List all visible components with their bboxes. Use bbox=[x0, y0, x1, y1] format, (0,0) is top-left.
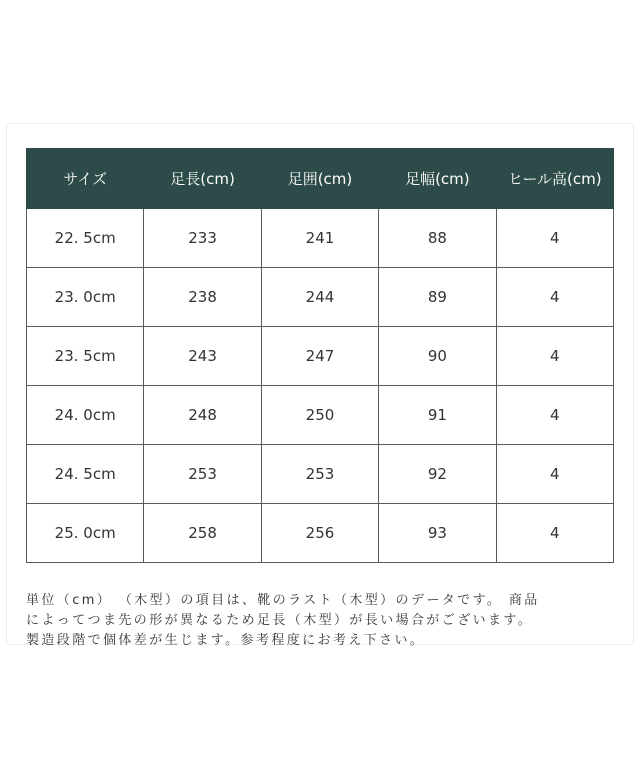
header-size: サイズ bbox=[27, 149, 144, 209]
table-row bbox=[27, 504, 614, 563]
cell-foot-length: 248 bbox=[144, 386, 261, 445]
cell-heel-height: 4 bbox=[496, 327, 613, 386]
cell-foot-width: 93 bbox=[379, 504, 496, 563]
cell-foot-width: 89 bbox=[379, 268, 496, 327]
cell-foot-width: 91 bbox=[379, 386, 496, 445]
cell-foot-girth: 253 bbox=[261, 445, 378, 504]
cell-heel-height: 4 bbox=[496, 445, 613, 504]
cell-size: 22. 5cm bbox=[27, 209, 144, 268]
header-foot-length: 足長(cm) bbox=[144, 149, 261, 209]
cell-foot-length: 243 bbox=[144, 327, 261, 386]
table-row bbox=[27, 268, 614, 327]
header-foot-girth: 足囲(cm) bbox=[261, 149, 378, 209]
cell-heel-height: 4 bbox=[496, 386, 613, 445]
cell-foot-width: 90 bbox=[379, 327, 496, 386]
cell-foot-length: 233 bbox=[144, 209, 261, 268]
cell-foot-girth: 247 bbox=[261, 327, 378, 386]
cell-foot-length: 253 bbox=[144, 445, 261, 504]
table-row bbox=[27, 386, 614, 445]
cell-size: 25. 0cm bbox=[27, 504, 144, 563]
cell-heel-height: 4 bbox=[496, 268, 613, 327]
header-heel-height: ヒール高(cm) bbox=[496, 149, 613, 209]
cell-size: 24. 5cm bbox=[27, 445, 144, 504]
note-line: によってつま先の形が異なるため足長（木型）が長い場合がございます。 bbox=[26, 613, 534, 628]
table-row bbox=[27, 445, 614, 504]
cell-size: 23. 5cm bbox=[27, 327, 144, 386]
cell-foot-girth: 250 bbox=[261, 386, 378, 445]
size-table bbox=[26, 148, 614, 563]
note-line: 単位（cm） （木型）の項目は、靴のラスト（木型）のデータです。 商品 bbox=[26, 593, 540, 608]
cell-foot-length: 258 bbox=[144, 504, 261, 563]
table-row bbox=[27, 209, 614, 268]
cell-foot-girth: 256 bbox=[261, 504, 378, 563]
cell-heel-height: 4 bbox=[496, 504, 613, 563]
table-header-row bbox=[27, 149, 614, 209]
cell-foot-width: 92 bbox=[379, 445, 496, 504]
note-line: 製造段階で個体差が生じます。参考程度にお考え下さい。 bbox=[26, 633, 426, 648]
table-row bbox=[27, 327, 614, 386]
cell-foot-girth: 241 bbox=[261, 209, 378, 268]
cell-foot-length: 238 bbox=[144, 268, 261, 327]
cell-foot-girth: 244 bbox=[261, 268, 378, 327]
cell-foot-width: 88 bbox=[379, 209, 496, 268]
header-foot-width: 足幅(cm) bbox=[379, 149, 496, 209]
cell-heel-height: 4 bbox=[496, 209, 613, 268]
size-note bbox=[26, 591, 626, 651]
cell-size: 23. 0cm bbox=[27, 268, 144, 327]
cell-size: 24. 0cm bbox=[27, 386, 144, 445]
